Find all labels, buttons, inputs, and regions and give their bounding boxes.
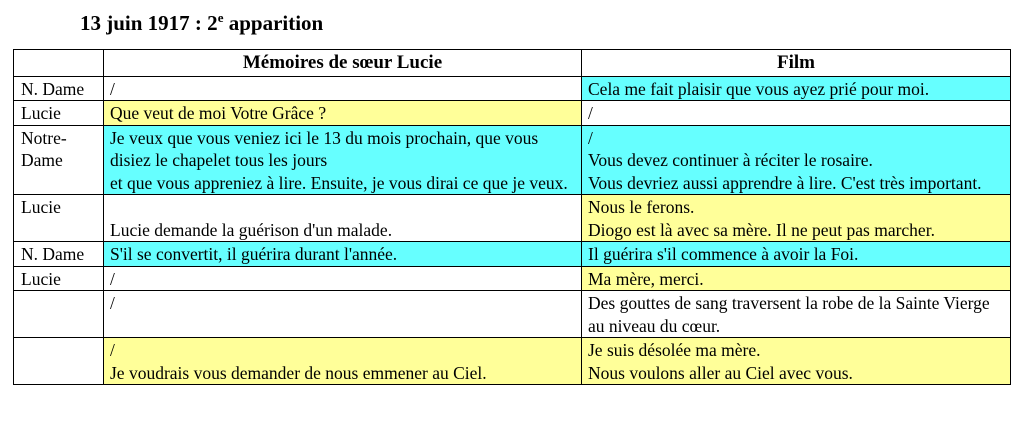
film-cell <box>582 242 1011 267</box>
table-row <box>14 291 1011 338</box>
film-line: Je suis désolée ma mère. <box>588 340 761 360</box>
film-line: Cela me fait plaisir que vous ayez prié pour moi. <box>588 78 930 99</box>
memoires-line: Je veux que vous veniez ici le 13 du mois prochain, que vous disiez le chapelet tous les jours <box>110 127 539 170</box>
memoires-cell <box>104 266 582 291</box>
header-memoires: Mémoires de sœur Lucie <box>104 50 582 77</box>
film-cell <box>582 266 1011 291</box>
memoires-line: / <box>110 78 115 99</box>
memoires-line: Que veut de moi Votre Grâce ? <box>110 103 327 123</box>
speaker-cell <box>14 291 104 338</box>
title-rest: apparition <box>223 11 324 35</box>
speaker-cell: Lucie <box>14 195 104 242</box>
title-main: 13 juin 1917 : 2 <box>80 11 218 35</box>
film-line: Nous le ferons. <box>588 197 695 217</box>
memoires-line: Je voudrais vous demander de nous emmener au Ciel. <box>110 362 487 383</box>
table-row <box>14 76 1011 101</box>
memoires-line: / <box>110 268 115 289</box>
memoires-cell <box>104 195 582 242</box>
header-film: Film <box>582 50 1011 77</box>
film-line: Des gouttes de sang traversent la robe de la Sainte Vierge au niveau du cœur. <box>588 293 990 336</box>
memoires-line: Lucie demande la guérison d'un malade. <box>110 219 393 240</box>
memoires-cell <box>104 338 582 385</box>
speaker-cell: Lucie <box>14 266 104 291</box>
speaker-cell <box>14 338 104 385</box>
table-row <box>14 101 1011 126</box>
table-row <box>14 242 1011 267</box>
memoires-cell <box>104 101 582 126</box>
speaker-cell: N. Dame <box>14 242 104 267</box>
film-line: Nous voulons aller au Ciel avec vous. <box>588 362 853 383</box>
header-speaker <box>14 50 104 77</box>
film-line: Vous devez continuer à réciter le rosaire. <box>588 150 873 170</box>
film-cell <box>582 291 1011 338</box>
film-cell <box>582 338 1011 385</box>
speaker-cell: Notre-Dame <box>14 125 104 195</box>
speaker-cell: Lucie <box>14 101 104 126</box>
film-line: / <box>588 103 593 123</box>
header-row <box>14 50 1011 77</box>
memoires-line: / <box>110 340 115 360</box>
film-cell <box>582 195 1011 242</box>
film-line: Diogo est là avec sa mère. Il ne peut pas marcher. <box>588 219 935 240</box>
memoires-line: S'il se convertit, il guérira durant l'année. <box>110 244 398 264</box>
speaker-cell: N. Dame <box>14 76 104 101</box>
film-line: Ma mère, merci. <box>588 268 704 289</box>
table-row <box>14 125 1011 195</box>
title-superscript: e <box>217 10 224 25</box>
memoires-line <box>110 196 575 219</box>
page-title <box>80 10 323 36</box>
film-cell <box>582 101 1011 126</box>
film-line: / <box>588 127 593 148</box>
memoires-line: et que vous appreniez à lire. Ensuite, je vous dirai ce que je veux. <box>110 172 568 193</box>
film-cell <box>582 76 1011 101</box>
memoires-line: / <box>110 293 115 313</box>
table-row <box>14 266 1011 291</box>
memoires-cell <box>104 125 582 195</box>
film-line: Il guérira s'il commence à avoir la Foi. <box>588 244 859 264</box>
film-line: Vous devriez aussi apprendre à lire. C'est très important. <box>588 172 982 193</box>
memoires-cell <box>104 291 582 338</box>
memoires-cell <box>104 76 582 101</box>
film-cell <box>582 125 1011 195</box>
comparison-table <box>13 49 1011 385</box>
table-row <box>14 338 1011 385</box>
memoires-cell <box>104 242 582 267</box>
table-row <box>14 195 1011 242</box>
